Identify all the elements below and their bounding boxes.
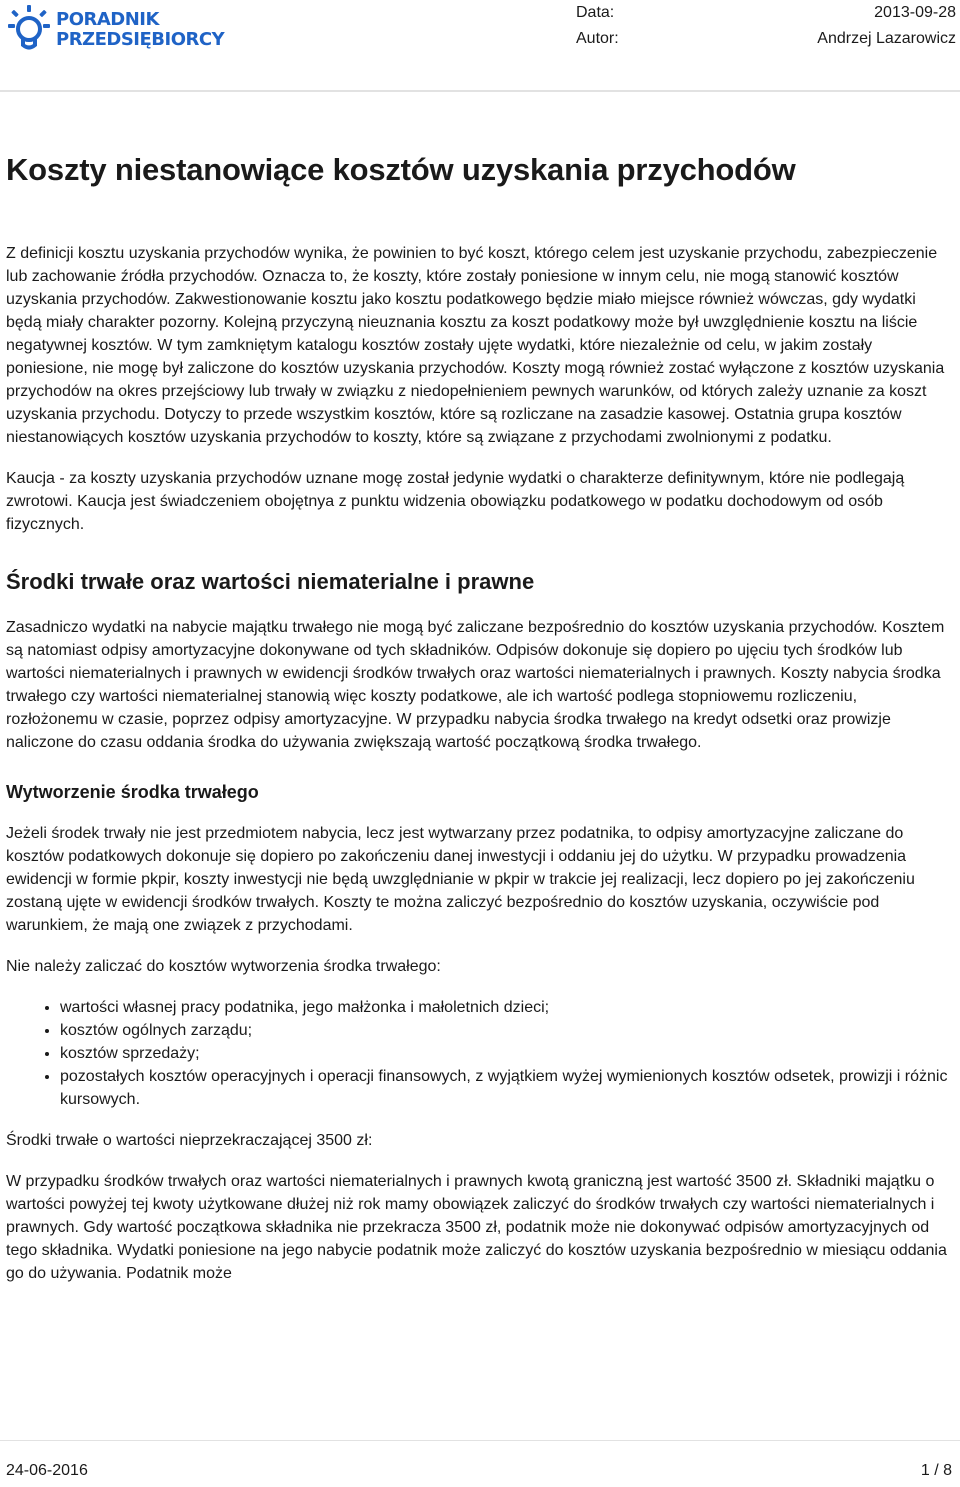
- logo-line-1: PORADNIK: [56, 9, 159, 30]
- paragraph-production: Jeżeli środek trwały nie jest przedmiotem nabycia, lecz jest wytwarzany przez podatnika, to odpisy amortyzacyjne zaliczane do kosztów podatkowych dokonuje się dopiero po zakończeniu danej inwestycji i oddaniu jej do użytku. W przypadku prowadzenia ewidencji w formie pkpir, koszty inwestycji nie będą uwzględnianie w pkpir w trakcie jej realizacji, lecz dopiero po jej zakończeniu zostaną ujęte w ewidencji środków trwałych. Koszty te można zaliczyć bezpośrednio do kosztów uzyskania, oczywiście pod warunkiem, że mają one związek z przychodami.: [6, 825, 915, 934]
- author-value: Andrzej Lazarowicz: [817, 30, 956, 47]
- page-header: [0, 0, 960, 92]
- header-divider: [0, 90, 960, 92]
- section-heading: Środki trwałe oraz wartości niematerialne i prawne: [6, 569, 535, 594]
- list-item: • wartości własnej pracy podatnika, jego małżonka i małoletnich dzieci;: [60, 996, 952, 1019]
- paragraph-kaucja: Kaucja - za koszty uzyskania przychodów uznane mogę został jedynie wydatki o charakterze definitywnym, które nie podlegają zwrotowi. Kaucja jest świadczeniem obojętnya z punktu widzenia obowiązku podatkowego w podatku dochodowym od osób fizycznych.: [6, 470, 905, 533]
- date-value: 2013-09-28: [874, 4, 956, 21]
- article-title: Koszty niestanowiące kosztów uzyskania przychodów: [6, 152, 796, 187]
- date-label: Data:: [576, 4, 615, 21]
- paragraph-intro: Z definicji kosztu uzyskania przychodów wynika, że powinien to być koszt, którego celem jest uzyskanie przychodu, zabezpieczenie lub zachowanie źródła przychodów. Oznacza to, że koszty, które zostały poniesione w innym celu, nie mogą stanowić kosztów uzyskania przychodów. Zakwestionowanie kosztu jako kosztu podatkowego będzie miało miejsce również wówczas, gdy wydatki będą miały charakter pozorny. Kolejną przyczyną nieuznania kosztu za koszt podatkowy może był uwzględnienie kosztu na liście negatywnej kosztów. W tym zamkniętym katalogu kosztów zostały ujęte wydatki, które niezależnie od celu, w jakim zostały poniesione, nie mogę był zaliczone do kosztów uzyskania przychodów. Koszty mogą również zostać wyłączone z kosztów uzyskania przychodów na okres przejściowy lub trwały w związku z niedopełnieniem pewnych warunków, od których zależy uznanie za koszt uzyskania przychodu. Dotyczy to przede wszystkim kosztów, które są rozliczane na zasadzie kasowej. Ostatnia grupa kosztów niestanowiących kosztów uzyskania przychodów to koszty, które są związane z przychodami zwolnionymi z podatku.: [6, 245, 945, 446]
- paragraph-list-intro: Nie należy zaliczać do kosztów wytworzenia środka trwałego:: [6, 958, 441, 975]
- list-item: • kosztów sprzedaży;: [60, 1042, 952, 1065]
- page-footer: [0, 1440, 960, 1487]
- list-item: • pozostałych kosztów operacyjnych i operacji finansowych, z wyjątkiem wyżej wymienionych kosztów odsetek, prowizji i różnic kursowych.: [60, 1065, 952, 1111]
- article-body: [6, 150, 952, 1303]
- subsection-heading: Wytworzenie środka trwałego: [6, 782, 259, 802]
- paragraph-threshold-label: Środki trwałe o wartości nieprzekraczającej 3500 zł:: [6, 1132, 373, 1149]
- logo: [8, 4, 238, 54]
- author-label: Autor:: [576, 30, 619, 47]
- logo-wordmark: [56, 10, 224, 50]
- meta-author-row: [560, 28, 956, 54]
- paragraph-threshold: W przypadku środków trwałych oraz wartości niematerialnych i prawnych kwotą graniczną jest wartość 3500 zł. Składniki majątku o wartości powyżej tej kwoty użytkowane dłużej niż rok mamy obowiązek zaliczyć do środków trwałych czy wartości niematerialnych i prawnych. Gdy wartość początkowa składnika nie przekracza 3500 zł, podatnik może nie dokonywać odpisów amortyzacyjnych od tego składnika. Wydatki poniesione na jego nabycie podatnik może zaliczyć do kosztów uzyskania bezpośrednio w miesiącu oddania go do używania. Podatnik może: [6, 1173, 947, 1282]
- page-number: 1 / 8: [920, 1462, 952, 1479]
- article-meta: [560, 2, 956, 54]
- footer-divider: [0, 1440, 960, 1441]
- excluded-costs-list: [6, 996, 952, 1111]
- meta-date-row: [560, 2, 956, 28]
- logo-line-2: PRZEDSIĘBIORCY: [56, 29, 225, 50]
- paragraph-fixed-assets: Zasadniczo wydatki na nabycie majątku trwałego nie mogą być zaliczane bezpośrednio do kosztów uzyskania przychodów. Kosztem są natomiast odpisy amortyzacyjne dokonywane od tych składników. Odpisów dokonuje się dopiero po ujęciu tych środków lub wartości niematerialnych i prawnych w ewidencji środków trwałych oraz wartości niematerialnych i prawnych. Koszty nabycia środka trwałego czy wartości niematerialnej stanowią więc koszty podatkowe, ale ich wartość podlega stopniowemu rozliczeniu, rozłożonemu w czasie, poprzez odpisy amortyzacyjne. W przypadku nabycia środka trwałego na kredyt odsetki oraz prowizje naliczone do czasu oddania środka do używania zwiększają wartość początkową środka trwałego.: [6, 619, 945, 751]
- list-item: • kosztów ogólnych zarządu;: [60, 1019, 952, 1042]
- lightbulb-logo-icon: [8, 4, 50, 54]
- footer-date: 24-06-2016: [6, 1462, 88, 1479]
